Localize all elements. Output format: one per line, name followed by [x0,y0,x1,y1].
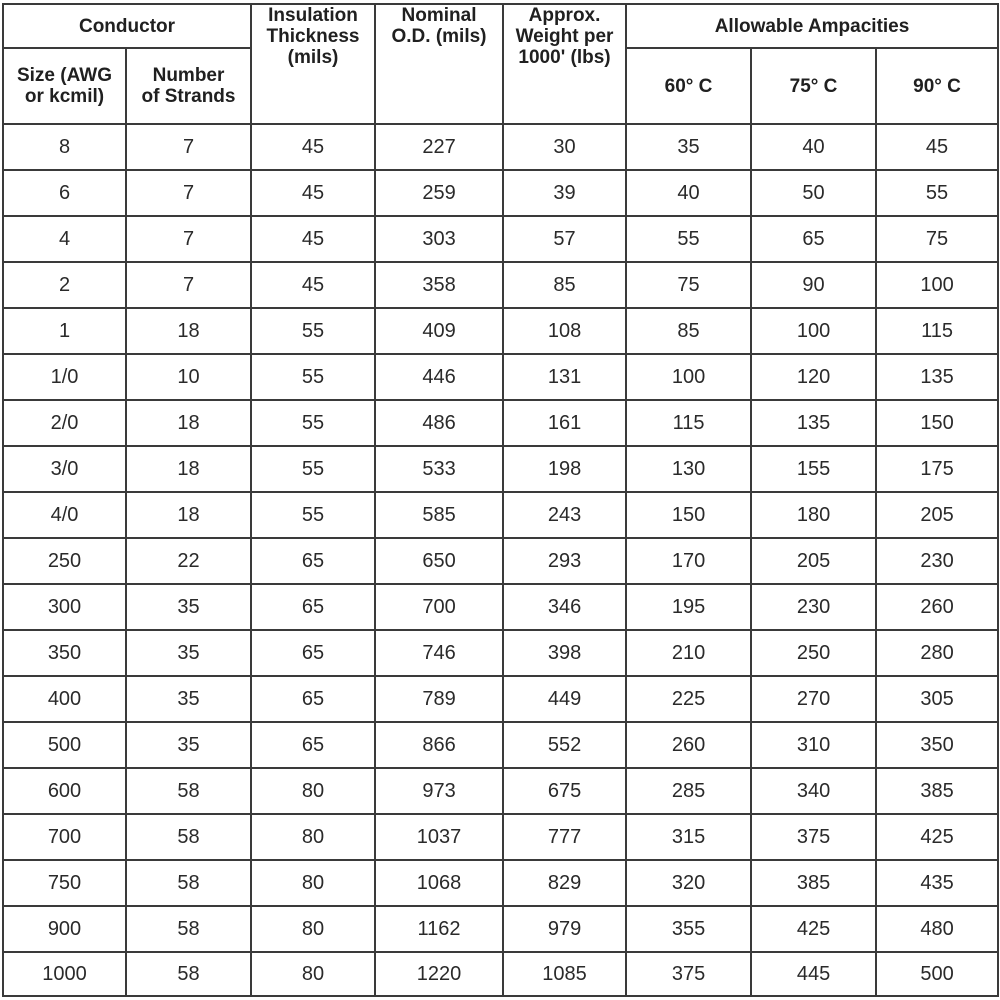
cell-size: 2 [3,262,126,308]
header-nominal-od: Nominal O.D. (mils) [375,4,503,124]
cell-ampacity-75c: 50 [751,170,876,216]
cell-ampacity-75c: 155 [751,446,876,492]
cell-ampacity-60c: 285 [626,768,751,814]
cell-ampacity-90c: 175 [876,446,998,492]
cell-weight: 108 [503,308,626,354]
cell-od: 746 [375,630,503,676]
cell-insulation: 45 [251,170,375,216]
cell-ampacity-75c: 250 [751,630,876,676]
header-number-of-strands: Number of Strands [126,48,251,124]
table-row [3,262,998,308]
cell-ampacity-60c: 210 [626,630,751,676]
header-insulation-thickness: Insulation Thickness (mils) [251,4,375,124]
table-row [3,216,998,262]
cell-ampacity-75c: 180 [751,492,876,538]
cell-weight: 1085 [503,952,626,996]
conductor-ampacity-table [2,3,999,997]
cell-strands: 35 [126,584,251,630]
table-body [3,124,998,996]
cell-strands: 35 [126,630,251,676]
cell-od: 789 [375,676,503,722]
table-row [3,492,998,538]
cell-od: 409 [375,308,503,354]
cell-od: 1220 [375,952,503,996]
cell-ampacity-75c: 205 [751,538,876,584]
cell-od: 585 [375,492,503,538]
cell-ampacity-60c: 355 [626,906,751,952]
cell-od: 973 [375,768,503,814]
cell-od: 227 [375,124,503,170]
cell-weight: 161 [503,400,626,446]
cell-ampacity-90c: 230 [876,538,998,584]
cell-ampacity-60c: 170 [626,538,751,584]
cell-ampacity-75c: 40 [751,124,876,170]
cell-od: 259 [375,170,503,216]
cell-insulation: 45 [251,262,375,308]
cell-size: 6 [3,170,126,216]
cell-od: 486 [375,400,503,446]
cell-ampacity-75c: 270 [751,676,876,722]
cell-strands: 35 [126,676,251,722]
table-row [3,124,998,170]
cell-ampacity-75c: 90 [751,262,876,308]
table-row [3,400,998,446]
table-row [3,170,998,216]
cell-size: 400 [3,676,126,722]
cell-ampacity-90c: 45 [876,124,998,170]
cell-size: 700 [3,814,126,860]
cell-ampacity-60c: 375 [626,952,751,996]
cell-ampacity-60c: 115 [626,400,751,446]
cell-insulation: 80 [251,906,375,952]
cell-ampacity-90c: 100 [876,262,998,308]
table-row [3,860,998,906]
table-header [3,4,998,124]
table-row [3,768,998,814]
cell-ampacity-90c: 135 [876,354,998,400]
cell-ampacity-90c: 435 [876,860,998,906]
cell-ampacity-75c: 310 [751,722,876,768]
cell-ampacity-60c: 320 [626,860,751,906]
cell-size: 1/0 [3,354,126,400]
cell-weight: 39 [503,170,626,216]
cell-ampacity-60c: 100 [626,354,751,400]
cell-ampacity-75c: 135 [751,400,876,446]
header-90c: 90° C [876,48,998,124]
table-row [3,630,998,676]
cell-ampacity-75c: 65 [751,216,876,262]
cell-weight: 243 [503,492,626,538]
cell-ampacity-60c: 315 [626,814,751,860]
cell-strands: 7 [126,124,251,170]
cell-size: 500 [3,722,126,768]
cell-size: 750 [3,860,126,906]
cell-insulation: 65 [251,630,375,676]
cell-ampacity-90c: 385 [876,768,998,814]
cell-insulation: 55 [251,446,375,492]
cell-ampacity-75c: 100 [751,308,876,354]
cell-ampacity-60c: 85 [626,308,751,354]
cell-ampacity-60c: 75 [626,262,751,308]
cell-strands: 58 [126,860,251,906]
cell-ampacity-90c: 305 [876,676,998,722]
cell-weight: 777 [503,814,626,860]
cell-size: 300 [3,584,126,630]
cell-weight: 85 [503,262,626,308]
cell-insulation: 55 [251,308,375,354]
cell-weight: 449 [503,676,626,722]
cell-insulation: 80 [251,860,375,906]
cell-weight: 57 [503,216,626,262]
cell-ampacity-75c: 230 [751,584,876,630]
cell-strands: 18 [126,446,251,492]
cell-od: 866 [375,722,503,768]
cell-weight: 979 [503,906,626,952]
cell-strands: 7 [126,216,251,262]
cell-ampacity-90c: 500 [876,952,998,996]
cell-strands: 7 [126,262,251,308]
cell-ampacity-75c: 385 [751,860,876,906]
cell-od: 533 [375,446,503,492]
table-row [3,538,998,584]
cell-insulation: 45 [251,216,375,262]
cell-strands: 58 [126,768,251,814]
table-row [3,722,998,768]
table-row [3,308,998,354]
cell-ampacity-60c: 40 [626,170,751,216]
cell-ampacity-90c: 150 [876,400,998,446]
cell-strands: 10 [126,354,251,400]
cell-od: 358 [375,262,503,308]
cell-weight: 198 [503,446,626,492]
cell-ampacity-90c: 280 [876,630,998,676]
cell-insulation: 80 [251,814,375,860]
table-row [3,952,998,996]
cell-insulation: 65 [251,584,375,630]
cell-strands: 22 [126,538,251,584]
cell-insulation: 55 [251,492,375,538]
cell-strands: 58 [126,906,251,952]
cell-size: 250 [3,538,126,584]
cell-size: 1000 [3,952,126,996]
table-row [3,906,998,952]
cell-size: 8 [3,124,126,170]
cell-ampacity-90c: 480 [876,906,998,952]
cell-insulation: 55 [251,400,375,446]
header-75c: 75° C [751,48,876,124]
cell-insulation: 80 [251,952,375,996]
cell-weight: 30 [503,124,626,170]
cell-strands: 18 [126,492,251,538]
cell-size: 1 [3,308,126,354]
cell-weight: 398 [503,630,626,676]
cell-ampacity-75c: 375 [751,814,876,860]
cell-ampacity-90c: 205 [876,492,998,538]
cell-ampacity-75c: 340 [751,768,876,814]
header-conductor: Conductor [3,4,251,48]
cell-ampacity-60c: 35 [626,124,751,170]
cell-od: 1068 [375,860,503,906]
cell-ampacity-90c: 115 [876,308,998,354]
cell-ampacity-90c: 350 [876,722,998,768]
table-row [3,584,998,630]
cell-weight: 293 [503,538,626,584]
header-size: Size (AWG or kcmil) [3,48,126,124]
cell-od: 700 [375,584,503,630]
cell-ampacity-60c: 260 [626,722,751,768]
cell-ampacity-75c: 120 [751,354,876,400]
cell-od: 1162 [375,906,503,952]
cell-ampacity-90c: 75 [876,216,998,262]
cell-size: 3/0 [3,446,126,492]
cell-weight: 552 [503,722,626,768]
cell-ampacity-60c: 225 [626,676,751,722]
cell-weight: 346 [503,584,626,630]
cell-size: 4/0 [3,492,126,538]
cell-weight: 131 [503,354,626,400]
cell-strands: 58 [126,952,251,996]
header-row-top [3,4,998,48]
table-row [3,676,998,722]
cell-ampacity-75c: 445 [751,952,876,996]
cell-ampacity-75c: 425 [751,906,876,952]
table-row [3,814,998,860]
cell-size: 350 [3,630,126,676]
cell-od: 650 [375,538,503,584]
cell-insulation: 65 [251,722,375,768]
header-approx-weight: Approx. Weight per 1000' (lbs) [503,4,626,124]
table-row [3,446,998,492]
cell-ampacity-90c: 260 [876,584,998,630]
cell-od: 303 [375,216,503,262]
cell-ampacity-60c: 195 [626,584,751,630]
cell-size: 600 [3,768,126,814]
cell-insulation: 65 [251,538,375,584]
cell-insulation: 45 [251,124,375,170]
table-row [3,354,998,400]
cell-insulation: 65 [251,676,375,722]
cell-size: 900 [3,906,126,952]
cell-ampacity-60c: 150 [626,492,751,538]
cell-size: 2/0 [3,400,126,446]
cell-od: 446 [375,354,503,400]
cell-ampacity-60c: 130 [626,446,751,492]
cell-strands: 58 [126,814,251,860]
cell-strands: 7 [126,170,251,216]
cell-weight: 675 [503,768,626,814]
header-allowable-ampacities: Allowable Ampacities [626,4,998,48]
cell-od: 1037 [375,814,503,860]
cell-weight: 829 [503,860,626,906]
cell-ampacity-90c: 425 [876,814,998,860]
header-60c: 60° C [626,48,751,124]
cell-insulation: 80 [251,768,375,814]
cell-size: 4 [3,216,126,262]
cell-strands: 18 [126,308,251,354]
cell-strands: 35 [126,722,251,768]
cell-strands: 18 [126,400,251,446]
cell-ampacity-90c: 55 [876,170,998,216]
cell-ampacity-60c: 55 [626,216,751,262]
cell-insulation: 55 [251,354,375,400]
